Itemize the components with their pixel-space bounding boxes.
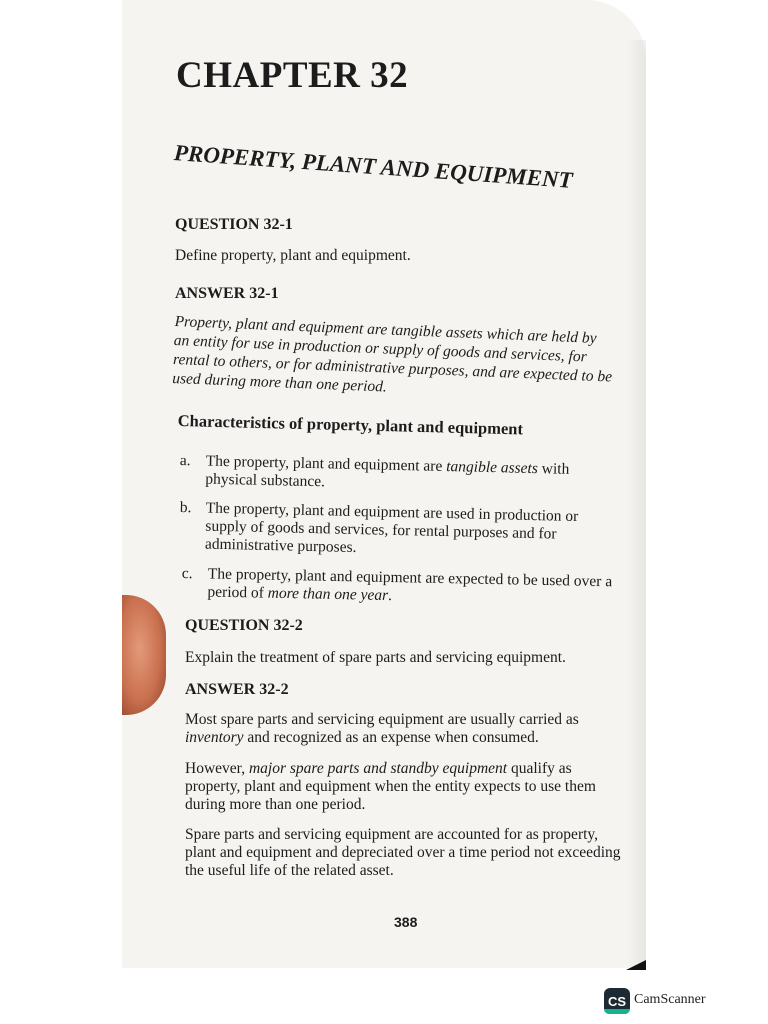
answer-1-text: Property, plant and equipment are tangible assets which are held by an entity for use in production or supply of goods and services, for rental to others, or for administrative purposes, and are expected to be used during more than one period. bbox=[171, 312, 613, 396]
list-marker: a. bbox=[179, 452, 191, 470]
page-number: 388 bbox=[394, 914, 418, 930]
answer-1-label: ANSWER 32-1 bbox=[175, 285, 279, 302]
characteristics-heading: Characteristics of property, plant and equipment bbox=[177, 411, 524, 439]
chapter-heading: CHAPTER 32 bbox=[176, 55, 409, 96]
list-item-text: The property, plant and equipment are used in production or supply of goods and services, for rental purposes and for administrative purposes. bbox=[204, 499, 579, 557]
characteristic-item-b bbox=[179, 499, 620, 563]
list-marker: b. bbox=[179, 499, 192, 517]
answer-2-label: ANSWER 32-2 bbox=[185, 681, 289, 698]
question-1-label: QUESTION 32-1 bbox=[175, 216, 293, 233]
section-title: PROPERTY, PLANT AND EQUIPMENT bbox=[173, 140, 574, 193]
camscanner-logo-icon: CS bbox=[604, 988, 630, 1014]
thumb-holding-page bbox=[122, 595, 166, 715]
answer-2-paragraph-3: Spare parts and servicing equipment are accounted for as property, plant and equipment and depreciated over a time period not exceeding the useful life of the related asset. bbox=[185, 826, 621, 879]
question-1-text: Define property, plant and equipment. bbox=[175, 247, 411, 264]
question-2-label: QUESTION 32-2 bbox=[185, 617, 303, 634]
list-item-text: The property, plant and equipment are tangible assets with physical substance. bbox=[205, 452, 570, 491]
answer-2-paragraph-2: However, major spare parts and standby equipment qualify as property, plant and equipment when the entity expects to use them during more than one period. bbox=[185, 760, 596, 813]
camscanner-watermark: CamScanner bbox=[634, 992, 706, 1007]
list-item-text: The property, plant and equipment are expected to be used over a period of more than one year. bbox=[207, 565, 613, 605]
question-2-text: Explain the treatment of spare parts and servicing equipment. bbox=[185, 649, 566, 666]
answer-2-paragraph-1: Most spare parts and servicing equipment are usually carried as inventory and recognized as an expense when consumed. bbox=[185, 711, 579, 746]
list-marker: c. bbox=[181, 565, 193, 583]
page-edge-shadow bbox=[626, 40, 646, 968]
